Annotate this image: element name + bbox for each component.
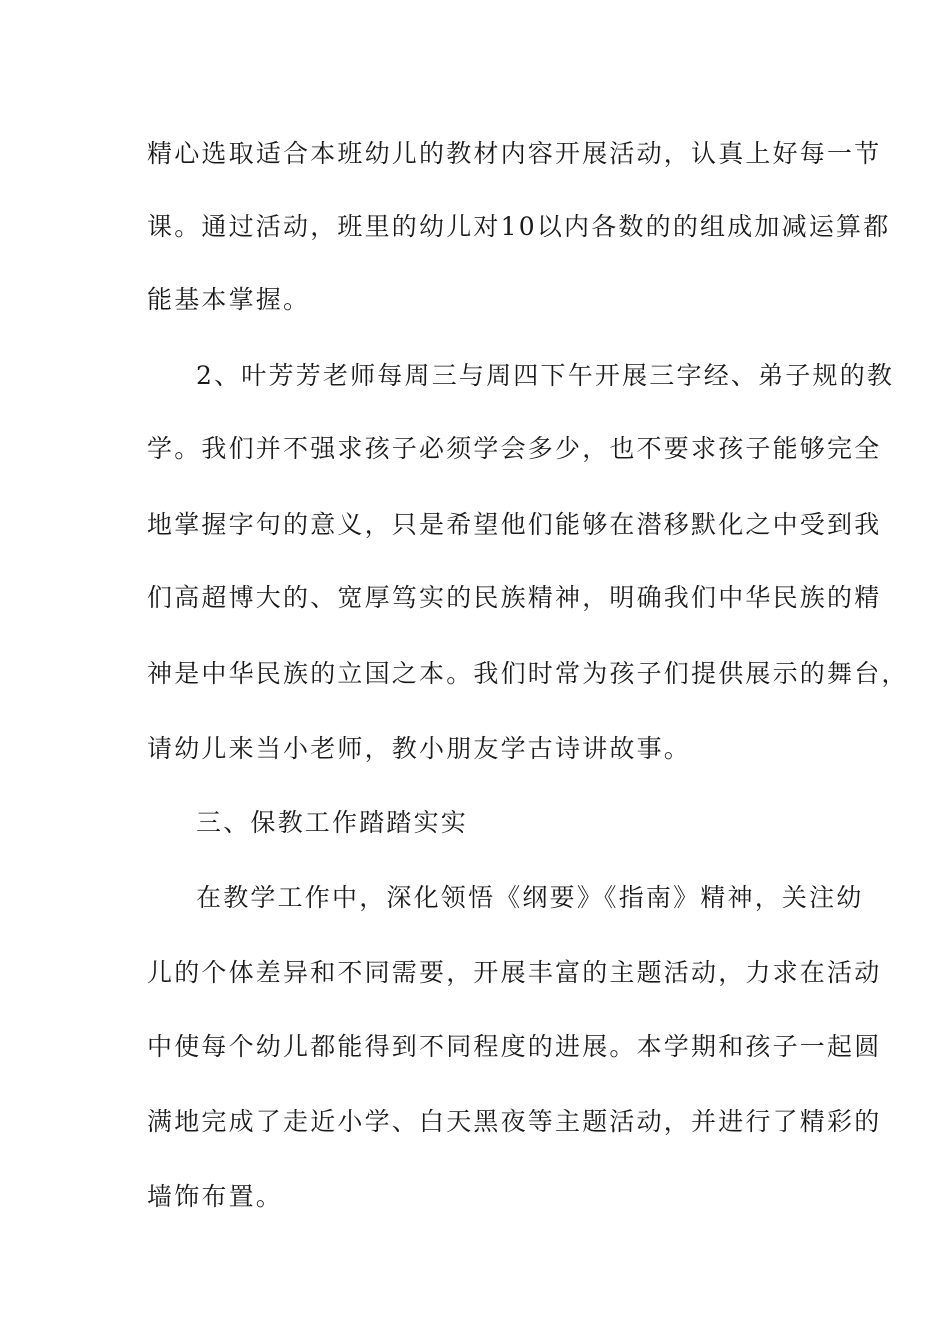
paragraph-line: 学。我们并不强求孩子必须学会多少，也不要求孩子能够完全 bbox=[147, 434, 882, 463]
paragraph-line: 墙饰布置。 bbox=[147, 1182, 284, 1211]
paragraph-line: 满地完成了走近小学、白天黑夜等主题活动，并进行了精彩的 bbox=[147, 1107, 882, 1136]
paragraph-line: 神是中华民族的立国之本。我们时常为孩子们提供展示的舞台， bbox=[147, 659, 909, 688]
paragraph-line: 们高超博大的、宽厚笃实的民族精神，明确我们中华民族的精 bbox=[147, 583, 882, 612]
paragraph-line: 能基本掌握。 bbox=[147, 285, 311, 314]
paragraph-line: 地掌握字句的意义，只是希望他们能够在潜移默化之中受到我 bbox=[147, 510, 882, 539]
section-heading: 三、保教工作踏踏实实 bbox=[196, 808, 469, 837]
paragraph-line: 在教学工作中，深化领悟《纲要》《指南》精神，关注幼 bbox=[196, 883, 864, 912]
paragraph-line: 2、叶芳芳老师每周三与周四下午开展三字经、弟子规的教 bbox=[196, 361, 895, 390]
paragraph-line: 精心选取适合本班幼儿的教材内容开展活动，认真上好每一节 bbox=[147, 139, 882, 168]
paragraph-line: 中使每个幼儿都能得到不同程度的进展。本学期和孩子一起圆 bbox=[147, 1032, 882, 1061]
paragraph-line: 请幼儿来当小老师，教小朋友学古诗讲故事。 bbox=[147, 734, 692, 763]
paragraph-line: 课。通过活动，班里的幼儿对10以内各数的的组成加减运算都 bbox=[147, 212, 891, 241]
paragraph-line: 儿的个体差异和不同需要，开展丰富的主题活动，力求在活动 bbox=[147, 958, 882, 987]
